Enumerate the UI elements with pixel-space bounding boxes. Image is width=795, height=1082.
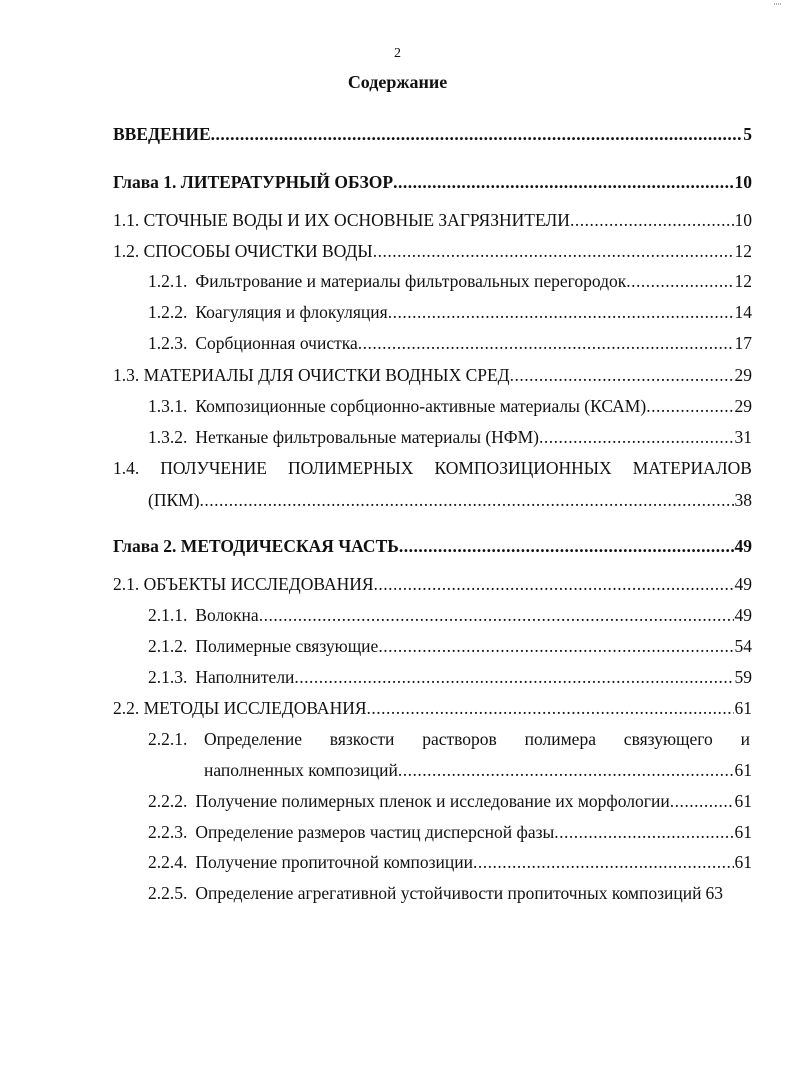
toc-entry-number: 1.3.1. [148,396,188,416]
toc-entry-number: 1.2.1. [148,271,188,291]
toc-entry-title: Получение полимерных пленок и исследование их морфологии [195,791,670,811]
toc-entry-title: Волокна [195,605,259,625]
toc-entry-title: Определение агрегативной устойчивости пропиточных композиций [195,883,702,903]
toc-leader-dots [570,209,734,231]
toc-entry-page: 49 [734,574,752,594]
toc-entry-number: 2.1.2. [148,636,188,656]
toc-entry-page: 49 [734,536,752,556]
toc-entry-title: Глава 1. ЛИТЕРАТУРНЫЙ ОБЗОР [113,172,394,192]
toc-entry-title: Композиционные сорбционно-активные материалы (КСАМ) [195,396,647,416]
toc-entry-subsection-1-3-1[interactable] [148,395,752,417]
toc-leader-dots [539,426,733,448]
page-title: Содержание [347,72,448,92]
toc-leader-dots [626,270,733,292]
toc-entry-title: Коагуляция и флокуляция [195,302,388,322]
toc-leader-dots [399,535,734,557]
toc-entry-number: 2.1.1. [148,605,188,625]
toc-entry-section-1-1[interactable] [113,209,752,231]
toc-entry-title: Получение пропиточной композиции [195,852,474,872]
toc-entry-title: наполненных композиций [204,760,398,780]
toc-entry-page: 63 [705,883,723,903]
toc-entry-page: 59 [734,667,752,687]
toc-entry-subsection-2-2-5[interactable] [148,882,752,904]
toc-entry-page: 10 [734,172,752,192]
toc-entry-title: 1.3. МАТЕРИАЛЫ ДЛЯ ОЧИСТКИ ВОДНЫХ СРЕД [113,365,510,385]
toc-entry-number: 2.1.3. [148,667,188,687]
toc-entry-page: 29 [734,396,752,416]
toc-leader-dots [393,171,733,193]
toc-leader-dots [554,821,733,843]
toc-entry-number: 1.2.3. [148,333,188,353]
toc-entry-word: ПОЛИМЕРНЫХ [288,458,414,478]
toc-entry-number: 1.2.2. [148,302,188,322]
toc-entry-subsection-1-2-3[interactable] [148,332,752,354]
toc-entry-page: 61 [734,822,752,842]
toc-entry-word: растворов [422,729,497,749]
toc-entry-word: МАТЕРИАЛОВ [632,458,752,478]
toc-entry-page: 29 [734,365,752,385]
toc-entry-word: КОМПОЗИЦИОННЫХ [434,458,612,478]
toc-entry-title: ВВЕДЕНИЕ [113,124,211,144]
toc-entry-page: 38 [734,490,752,510]
toc-leader-dots [473,851,733,873]
corner-scan-mark: ˙˙˙˙ [773,2,781,12]
toc-entry-subsection-2-2-4[interactable] [148,851,752,873]
toc-entry-title: Нетканые фильтровальные материалы (НФМ) [195,427,540,447]
toc-entry-word: Определение [204,729,302,749]
toc-entry-title: (ПКМ) [148,490,200,510]
toc-entry-page: 61 [734,760,752,780]
toc-entry-word: связующего [623,729,713,749]
toc-entry-page: 5 [743,124,752,144]
toc-entry-subsection-2-2-2[interactable] [148,790,752,812]
toc-leader-dots [373,240,734,262]
toc-leader-dots [367,697,734,719]
toc-entry-subsection-2-1-3[interactable] [148,666,752,688]
toc-entry-subsection-2-2-3[interactable] [148,821,752,843]
toc-entry-number: 2.2.3. [148,822,188,842]
toc-entry-subsection-2-1-1[interactable] [148,604,752,626]
toc-entry-title: Глава 2. МЕТОДИЧЕСКАЯ ЧАСТЬ [113,536,399,556]
toc-entry-subsection-1-2-1[interactable] [148,270,752,292]
toc-entry-word: вязкости [329,729,395,749]
toc-leader-dots [211,123,743,145]
toc-entry-page: 17 [734,333,752,353]
toc-entry-word: и [740,729,750,749]
toc-entry-introduction[interactable] [113,123,752,145]
toc-entry-page: 12 [734,271,752,291]
toc-entry-number: 2.2.5. [148,883,188,903]
toc-entry-section-2-2[interactable] [113,697,752,719]
toc-entry-chapter-1[interactable] [113,171,752,193]
toc-entry-number: 2.2.4. [148,852,188,872]
toc-entry-page: 31 [734,427,752,447]
toc-entry-section-1-4[interactable] [113,457,752,479]
toc-entry-number: 1.3.2. [148,427,188,447]
toc-entry-page: 61 [734,852,752,872]
toc-entry-number: 2.2.2. [148,791,188,811]
toc-entry-subsection-2-2-1[interactable] [204,728,750,750]
toc-entry-subsection-2-2-1-continued[interactable] [204,759,752,781]
toc-entry-section-1-3[interactable] [113,364,752,386]
toc-entry-section-1-2[interactable] [113,240,752,262]
toc-entry-title: Полимерные связующие [195,636,379,656]
toc-entry-word: ПОЛУЧЕНИЕ [160,458,267,478]
toc-entry-title: 2.1. ОБЪЕКТЫ ИССЛЕДОВАНИЯ [113,574,374,594]
toc-entry-word: полимера [524,729,596,749]
toc-entry-page: 12 [734,241,752,261]
toc-entry-page: 61 [734,698,752,718]
toc-entry-subsection-2-2-1-number [148,728,208,750]
toc-leader-dots [374,573,734,595]
page-number: 2 [394,46,401,61]
toc-entry-title: 1.2. СПОСОБЫ ОЧИСТКИ ВОДЫ [113,241,373,261]
toc-leader-dots [646,395,733,417]
toc-entry-title: Определение размеров частиц дисперсной фазы [195,822,555,842]
toc-entry-word: 1.4. [113,458,140,478]
toc-entry-page: 61 [734,791,752,811]
toc-entry-page: 14 [734,302,752,322]
toc-leader-dots [670,790,734,812]
toc-entry-title: 1.1. СТОЧНЫЕ ВОДЫ И ИХ ОСНОВНЫЕ ЗАГРЯЗНИТЕЛИ [113,210,570,230]
toc-entry-section-2-1[interactable] [113,573,752,595]
toc-entry-section-1-4-continued[interactable] [148,489,752,511]
toc-entry-number: 2.2.1. [148,729,188,749]
toc-entry-chapter-2[interactable] [113,535,752,557]
toc-entry-title: Наполнители [195,667,295,687]
toc-leader-dots [358,332,734,354]
toc-entry-subsection-1-3-2[interactable] [148,426,752,448]
toc-entry-page: 49 [734,605,752,625]
toc-entry-title: 2.2. МЕТОДЫ ИССЛЕДОВАНИЯ [113,698,367,718]
toc-entry-page: 10 [734,210,752,230]
toc-leader-dots [200,489,734,511]
toc-entry-subsection-2-1-2[interactable] [148,635,752,657]
toc-entry-subsection-1-2-2[interactable] [148,301,752,323]
toc-entry-title: Фильтрование и материалы фильтровальных перегородок [195,271,627,291]
toc-leader-dots [388,301,734,323]
toc-leader-dots [259,604,734,626]
toc-leader-dots [294,666,733,688]
toc-entry-page: 54 [734,636,752,656]
toc-leader-dots [398,759,734,781]
toc-leader-dots [378,635,733,657]
toc-entry-title: Сорбционная очистка [195,333,358,353]
toc-leader-dots [510,364,734,386]
